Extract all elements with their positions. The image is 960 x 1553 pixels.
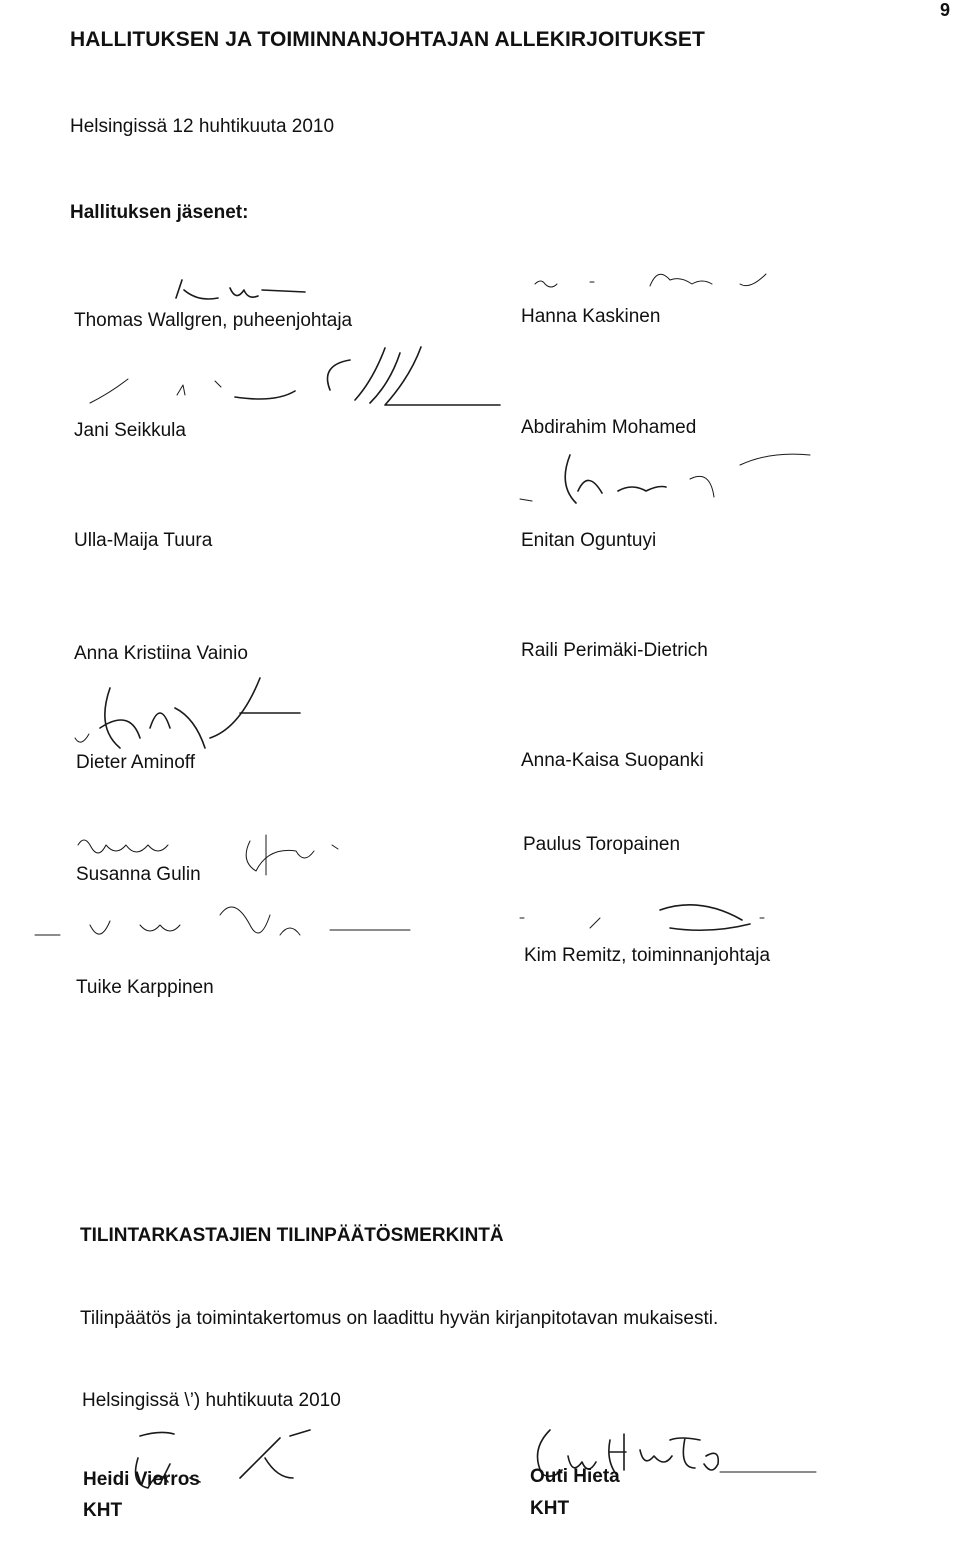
- name-aminoff: Dieter Aminoff: [76, 752, 195, 773]
- name-perimaki: Raili Perimäki-Dietrich: [521, 640, 708, 661]
- auditor1-name: Heidi Vierros: [83, 1469, 200, 1490]
- auditor1-title: KHT: [83, 1500, 123, 1521]
- audit-statement: Tilinpäätös ja toimintakertomus on laadittu hyvän kirjanpitotavan mukaisesti.: [80, 1308, 719, 1329]
- auditor2-title: KHT: [530, 1498, 570, 1519]
- name-seikkula: Jani Seikkula: [74, 420, 186, 441]
- page-heading: HALLITUKSEN JA TOIMINNANJOHTAJAN ALLEKIRJOITUKSET: [70, 28, 705, 51]
- signature-oguntuyi: [510, 445, 820, 515]
- name-oguntuyi: Enitan Oguntuyi: [521, 530, 657, 551]
- audit-place-date: Helsingissä \’) huhtikuuta 2010: [82, 1390, 341, 1411]
- auditor2-name: Outi Hieta: [530, 1466, 620, 1487]
- name-vainio: Anna Kristiina Vainio: [74, 643, 248, 664]
- name-toropainen: Paulus Toropainen: [523, 834, 681, 855]
- name-gulin: Susanna Gulin: [76, 864, 201, 885]
- signature-remitz: [510, 888, 800, 950]
- page-number: 9: [939, 0, 950, 20]
- signature-karppinen: [30, 885, 430, 955]
- name-wallgren: Thomas Wallgren, puheenjohtaja: [74, 310, 353, 331]
- name-karppinen: Tuike Karppinen: [76, 977, 214, 998]
- signature-wallgren: [170, 268, 320, 308]
- name-kaskinen: Hanna Kaskinen: [521, 306, 661, 327]
- place-date: Helsingissä 12 huhtikuuta 2010: [70, 116, 335, 137]
- signature-seikkula: [85, 345, 515, 420]
- board-heading: Hallituksen jäsenet:: [70, 202, 249, 223]
- audit-heading: TILINTARKASTAJIEN TILINPÄÄTÖSMERKINTÄ: [80, 1225, 504, 1246]
- name-remitz: Kim Remitz, toiminnanjohtaja: [524, 945, 771, 966]
- name-tuura: Ulla-Maija Tuura: [74, 530, 213, 551]
- signature-kaskinen: [530, 262, 780, 298]
- name-mohamed: Abdirahim Mohamed: [521, 417, 697, 438]
- name-suopanki: Anna-Kaisa Suopanki: [521, 750, 704, 771]
